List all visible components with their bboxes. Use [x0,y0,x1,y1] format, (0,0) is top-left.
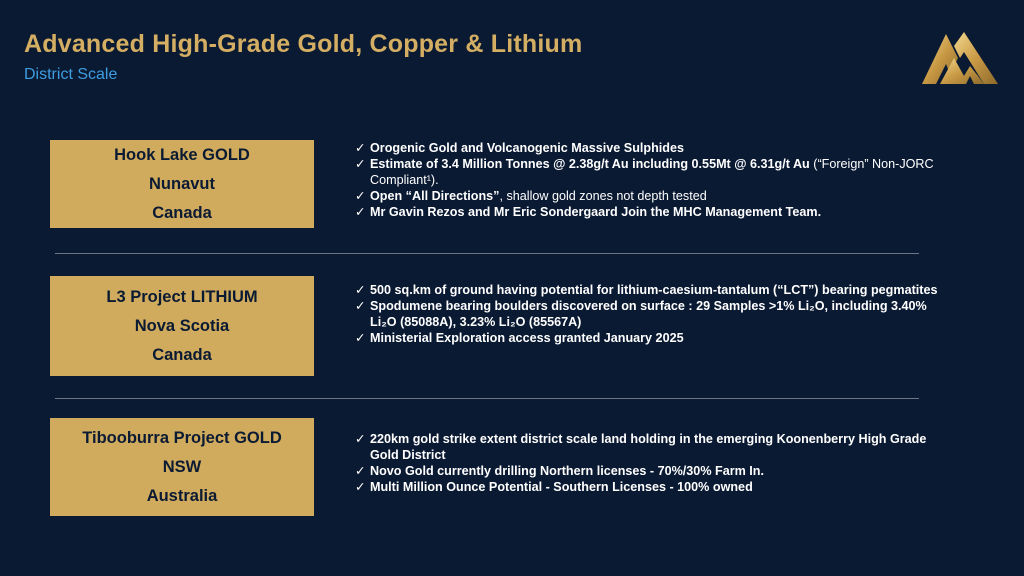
bullet-item: ✓ Estimate of 3.4 Million Tonnes @ 2.38g/t Au including 0.55Mt @ 6.31g/t Au (“Foreign” Non-JORC Compliant¹). [355,157,934,187]
bullet-item: ✓ Open “All Directions”, shallow gold zones not depth tested [355,189,707,203]
project-box-l3 [50,276,314,376]
project-name: Hook Lake GOLD [114,145,250,164]
check-icon: ✓ [355,299,366,313]
project-name: L3 Project LITHIUM [106,287,258,306]
check-icon: ✓ [355,331,366,345]
project-country: Canada [152,203,212,222]
project-box-tibooburra [50,418,314,516]
project-region: Nova Scotia [134,316,230,335]
check-icon: ✓ [355,283,366,297]
project-country: Australia [146,486,218,505]
project-bullets-hook-lake [355,140,955,220]
check-icon: ✓ [355,189,366,203]
section-divider [55,253,919,254]
check-icon: ✓ [355,141,366,155]
project-region: NSW [162,457,202,476]
project-name: Tibooburra Project GOLD [82,428,282,447]
check-icon: ✓ [355,464,366,478]
check-icon: ✓ [355,205,366,219]
bullet-item: ✓ Novo Gold currently drilling Northern licenses - 70%/30% Farm In. [355,464,764,478]
mountain-logo-icon [922,30,998,86]
project-box-hook-lake [50,140,314,228]
project-country: Canada [152,345,212,364]
bullet-item: ✓ 500 sq.km of ground having potential for lithium-caesium-tantalum (“LCT”) bearing pegmatites [355,283,938,297]
project-bullets-l3 [355,282,955,346]
check-icon: ✓ [355,432,366,446]
bullet-item: ✓ Ministerial Exploration access granted January 2025 [355,331,684,345]
project-region: Nunavut [149,174,215,193]
bullet-item: ✓ Orogenic Gold and Volcanogenic Massive Sulphides [355,141,684,155]
check-icon: ✓ [355,480,366,494]
slide-subtitle: District Scale [24,66,118,83]
project-bullets-tibooburra [355,431,955,495]
bullet-item: ✓ Mr Gavin Rezos and Mr Eric Sondergaard Join the MHC Management Team. [355,205,822,219]
bullet-item: ✓ Multi Million Ounce Potential - Southern Licenses - 100% owned [355,480,753,494]
check-icon: ✓ [355,157,366,171]
slide-title: Advanced High-Grade Gold, Copper & Lithium [24,30,583,58]
section-divider [55,398,919,399]
bullet-item: ✓ 220km gold strike extent district scale land holding in the emerging Koonenberry High Grade Gold District [355,432,927,462]
bullet-item: ✓ Spodumene bearing boulders discovered on surface : 29 Samples >1% Li₂O, including 3.40% Li₂O (85088A), 3.23% Li₂O (85567A) [355,299,927,329]
